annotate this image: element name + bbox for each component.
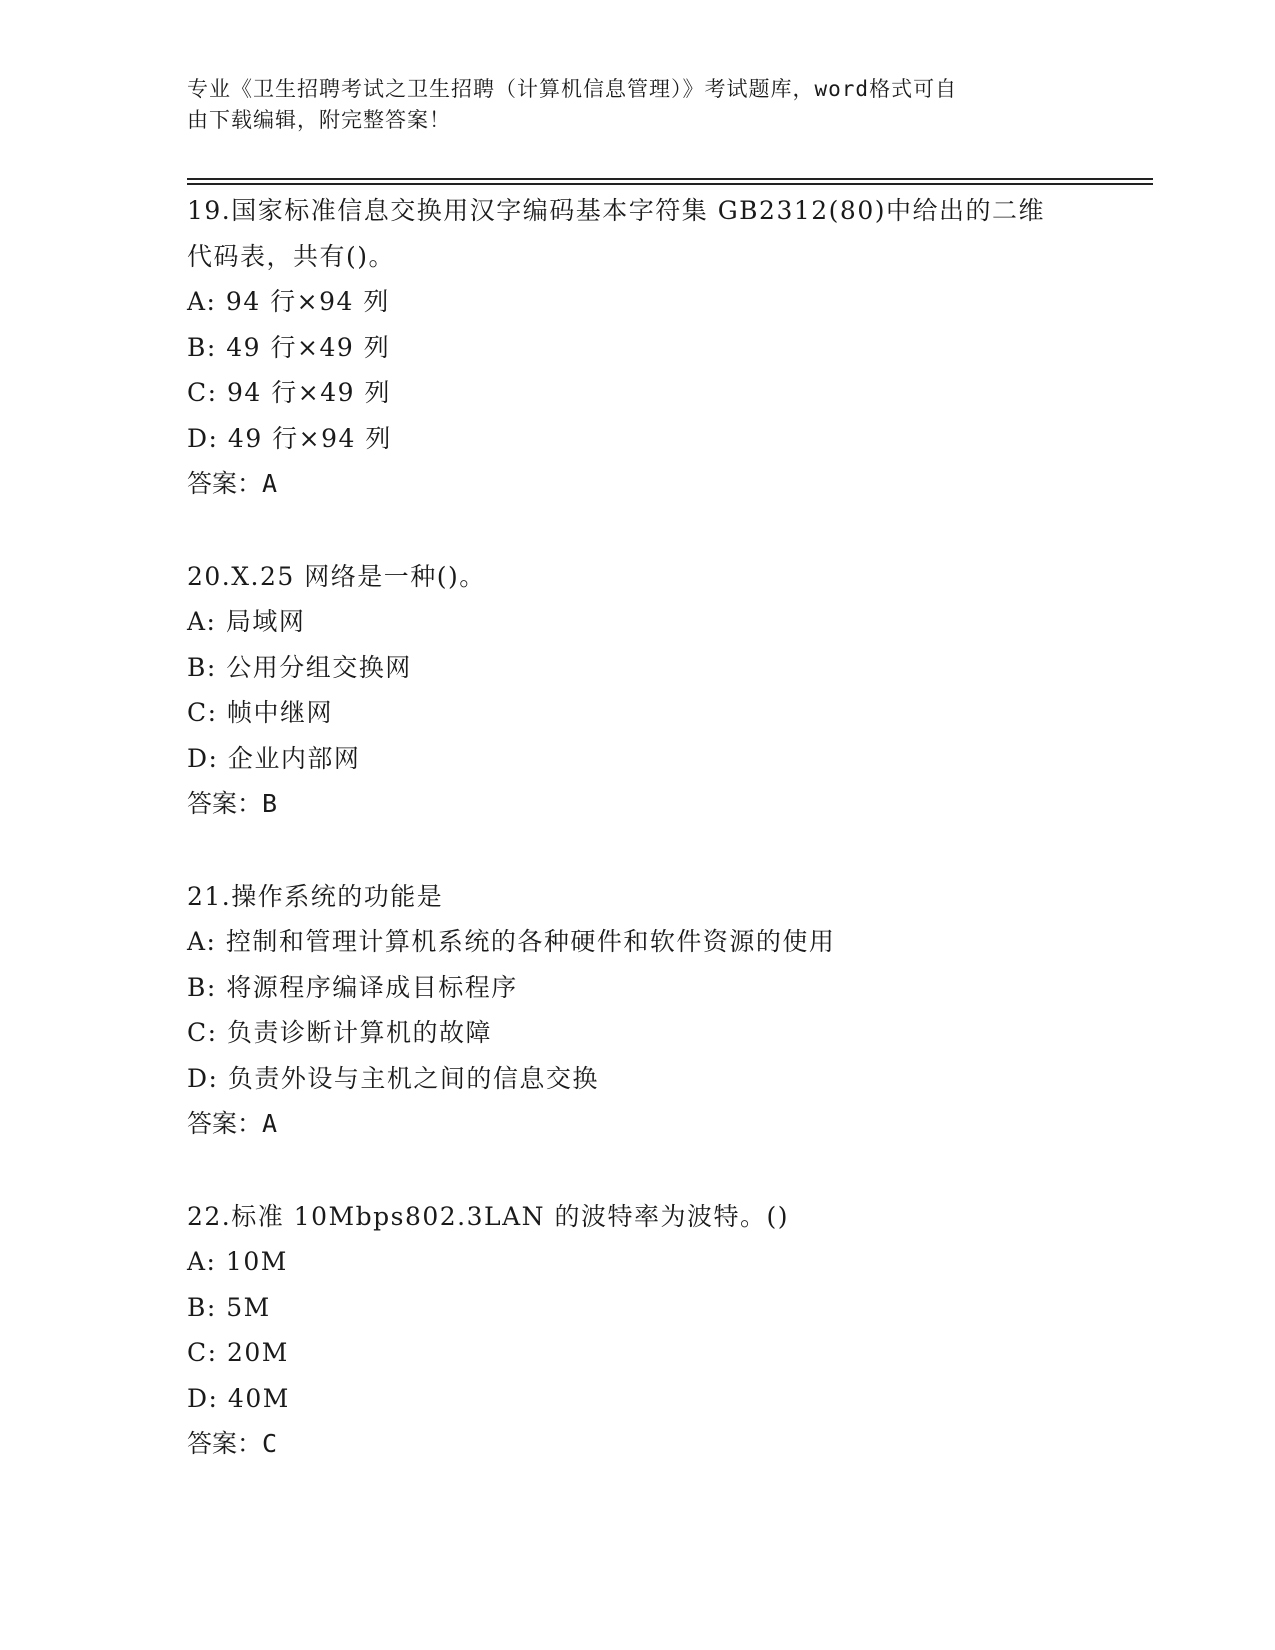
question-22 [187, 1194, 1087, 1467]
option-b: B: 5M [187, 1292, 271, 1322]
option-c: C: 帧中继网 [187, 698, 333, 727]
question-stem: 21.操作系统的功能是 [187, 881, 444, 911]
option-a: A: 94 行×94 列 [187, 287, 390, 316]
answer-line: 答案：A [187, 469, 278, 498]
question-20 [187, 554, 1087, 827]
option-d: D: 40M [187, 1383, 290, 1413]
option-c: C: 94 行×49 列 [187, 378, 391, 407]
option-a: A: 10M [187, 1247, 288, 1276]
question-stem: 20.X.25 网络是一种()。 [187, 561, 486, 591]
option-d: D: 负责外设与主机之间的信息交换 [187, 1063, 599, 1093]
answer-line: 答案：B [187, 789, 278, 818]
option-b: B: 公用分组交换网 [187, 652, 412, 682]
option-c: C: 20M [187, 1338, 289, 1367]
option-a: A: 控制和管理计算机系统的各种硬件和软件资源的使用 [187, 927, 836, 956]
document-header [187, 74, 1067, 136]
option-b: B: 49 行×49 列 [187, 332, 391, 362]
header-line-1: 专业《卫生招聘考试之卫生招聘（计算机信息管理）》考试题库，word格式可自 [187, 77, 958, 101]
spacer [187, 827, 1087, 874]
option-d: D: 49 行×94 列 [187, 423, 392, 453]
option-b: B: 将源程序编译成目标程序 [187, 972, 518, 1002]
answer-line: 答案：C [187, 1429, 278, 1458]
spacer [187, 507, 1087, 554]
question-stem: 22.标准 10Mbps802.3LAN 的波特率为波特。() [187, 1201, 790, 1231]
option-a: A: 局域网 [187, 607, 306, 636]
question-list [187, 188, 1087, 1467]
spacer [187, 1147, 1087, 1194]
question-stem: 19.国家标准信息交换用汉字编码基本字符集 GB2312(80)中给出的二维代码表，共有()。 [187, 196, 1045, 271]
option-d: D: 企业内部网 [187, 743, 361, 773]
answer-line: 答案：A [187, 1109, 278, 1138]
question-19 [187, 188, 1087, 507]
option-c: C: 负责诊断计算机的故障 [187, 1018, 492, 1047]
header-divider-top [187, 178, 1153, 180]
question-21 [187, 874, 1087, 1147]
header-line-2: 由下载编辑，附完整答案！ [187, 108, 451, 132]
header-divider-bottom [187, 183, 1153, 185]
